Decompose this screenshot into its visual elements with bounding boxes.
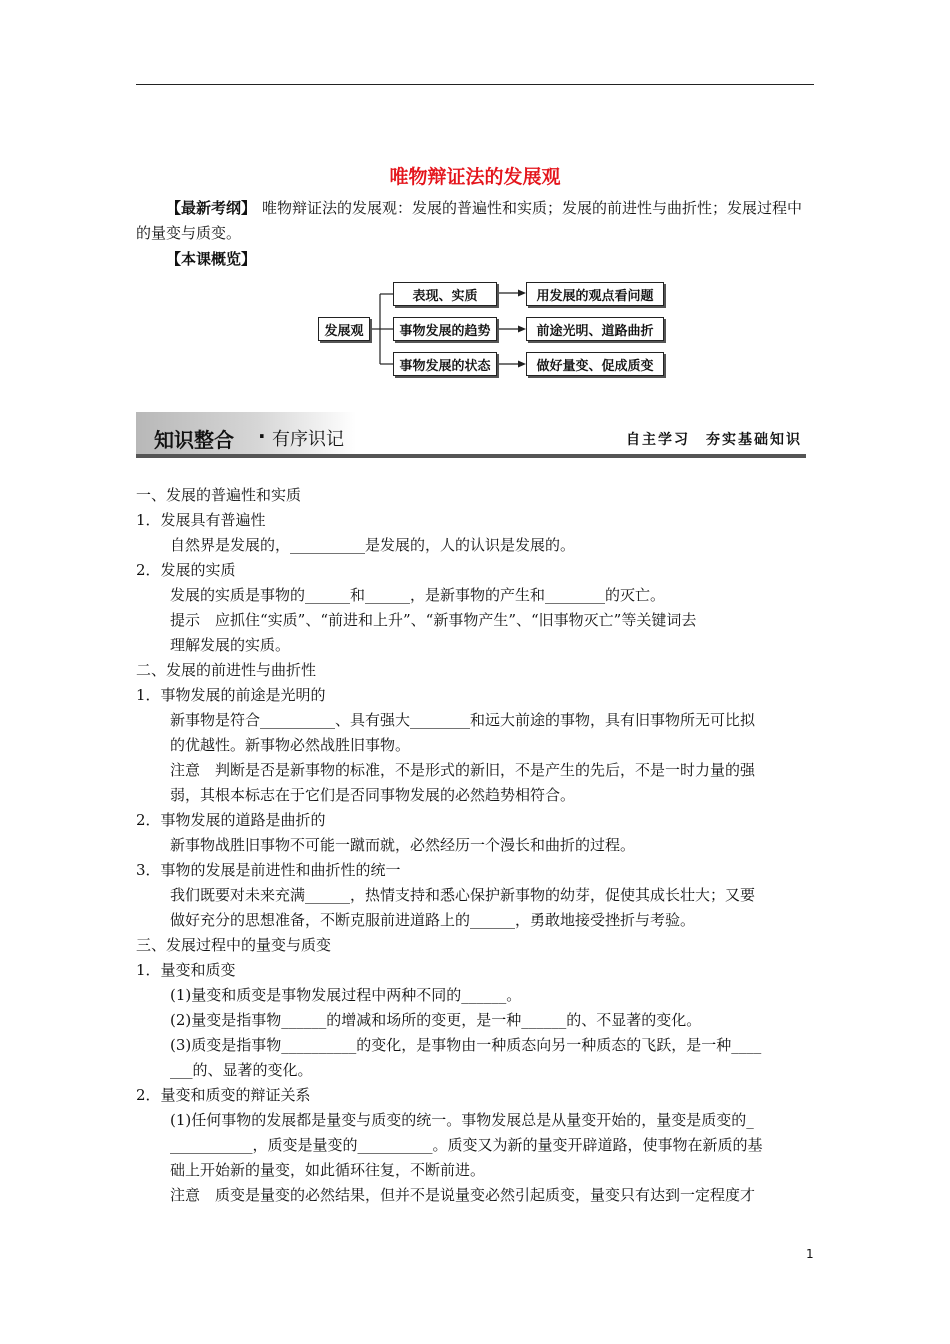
body-line: 新事物战胜旧事物不可能一蹴而就，必然经历一个漫长和曲折的过程。 xyxy=(170,836,636,854)
overview-label: 【本课概览】 xyxy=(166,250,257,268)
banner-dot: · xyxy=(258,424,266,448)
diagram-right-2: 前途光明、道路曲折 xyxy=(526,317,664,341)
diagram-middle-3: 事物发展的状态 xyxy=(393,352,497,376)
body-line: 自然界是发展的，__________是发展的，人的认识是发展的。 xyxy=(170,536,576,554)
body-line: 发展的实质是事物的______和______，是新事物的产生和________的灭亡。 xyxy=(170,586,666,604)
subheading-2-1: 1．事物发展的前途是光明的 xyxy=(136,686,326,704)
section-banner xyxy=(136,412,806,458)
note-line: 注意 质变是量变的必然结果，但并不是说量变必然引起质变，量变只有达到一定程度才 xyxy=(170,1186,756,1204)
heading-2: 二、发展的前进性与曲折性 xyxy=(136,661,317,679)
body-line: 的优越性。新事物必然战胜旧事物。 xyxy=(170,736,411,754)
body-line: 础上开始新的量变，如此循环往复，不断前进。 xyxy=(170,1161,486,1179)
heading-1: 一、发展的普遍性和实质 xyxy=(136,486,302,504)
subheading-1-2: 2．发展的实质 xyxy=(136,561,236,579)
diagram-middle-1: 表现、实质 xyxy=(393,282,497,306)
subheading-1-1: 1．发展具有普遍性 xyxy=(136,511,266,529)
exam-outline-label: 【最新考纲】 xyxy=(166,199,257,217)
diagram-root: 发展观 xyxy=(318,317,370,341)
body-line: (2)量变是指事物______的增减和场所的变更，是一种______的、不显著的变化。 xyxy=(170,1011,702,1029)
subheading-2-2: 2．事物发展的道路是曲折的 xyxy=(136,811,326,829)
banner-right-text: 自主学习 夯实基础知识 xyxy=(626,432,802,448)
banner-rule xyxy=(136,454,806,458)
body-line: 我们既要对未来充满______，热情支持和悉心保护新事物的幼芽，促使其成长壮大；又要 xyxy=(170,886,756,904)
note-line: 注意 判断是否是新事物的标准，不是形式的新旧，不是产生的先后，不是一时力量的强 xyxy=(170,761,756,779)
note-line: 弱，其根本标志在于它们是否同事物发展的必然趋势相符合。 xyxy=(170,786,576,804)
page-title: 唯物辩证法的发展观 xyxy=(389,166,561,188)
banner-subtitle: 有序识记 xyxy=(272,429,344,450)
body-line: 做好充分的思想准备，不断克服前进道路上的______，勇敢地接受挫折与考验。 xyxy=(170,911,696,929)
diagram-middle-2: 事物发展的趋势 xyxy=(393,317,497,341)
exam-outline-text: 唯物辩证法的发展观：发展的普遍性和实质；发展的前进性与曲折性；发展过程中的量变与质变。 xyxy=(136,199,803,242)
body-line: ___________，质变是量变的__________。质变又为新的量变开辟道路，使事物在新质的基 xyxy=(170,1136,763,1154)
tip-line: 提示 应抓住“实质”、“前进和上升”、“新事物产生”、“旧事物灭亡”等关键词去 xyxy=(170,611,697,629)
subheading-2-3: 3．事物的发展是前进性和曲折性的统一 xyxy=(136,861,401,879)
body-line: 新事物是符合__________、具有强大________和远大前途的事物，具有旧事物所无可比拟 xyxy=(170,711,756,729)
heading-3: 三、发展过程中的量变与质变 xyxy=(136,936,332,954)
diagram-right-1: 用发展的观点看问题 xyxy=(526,282,664,306)
banner-title: 知识整合 xyxy=(154,428,234,452)
body-line: (1)任何事物的发展都是量变与质变的统一。事物发展总是从量变开始的，量变是质变的_ xyxy=(170,1111,754,1129)
page-number: 1 xyxy=(806,1247,814,1261)
subheading-3-2: 2．量变和质变的辩证关系 xyxy=(136,1086,311,1104)
tip-line: 理解发展的实质。 xyxy=(170,636,291,654)
body-line: ___的、显著的变化。 xyxy=(170,1061,313,1079)
subheading-3-1: 1．量变和质变 xyxy=(136,961,236,979)
body-line: (1)量变和质变是事物发展过程中两种不同的______。 xyxy=(170,986,522,1004)
body-line: (3)质变是指事物__________的变化，是事物由一种质态向另一种质态的飞跃，是一种____ xyxy=(170,1036,762,1054)
diagram-right-3: 做好量变、促成质变 xyxy=(526,352,664,376)
